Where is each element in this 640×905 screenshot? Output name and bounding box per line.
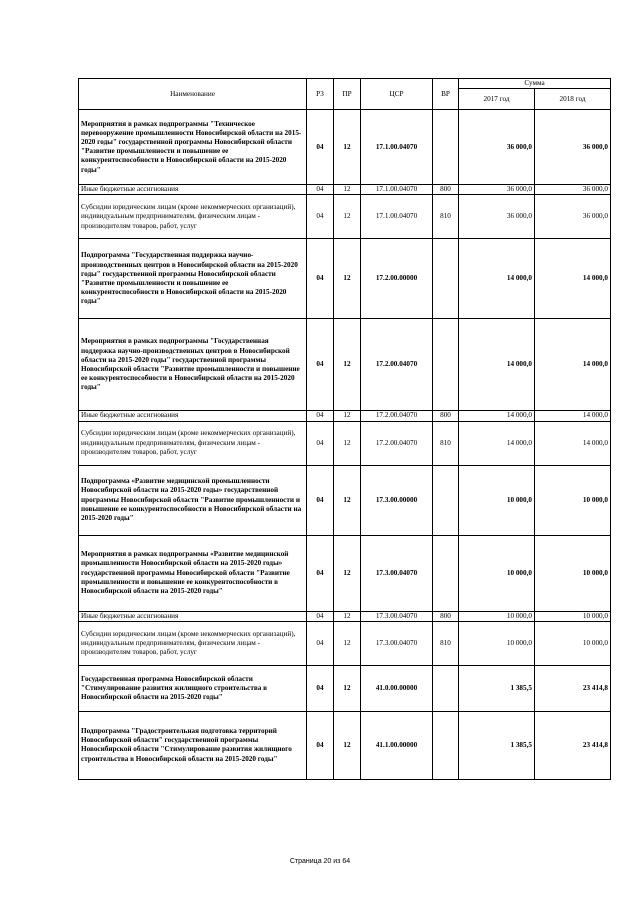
row-pr-cell: 12 (334, 411, 361, 421)
row-csr-cell: 41.1.00.00000 (361, 711, 433, 779)
row-vr-cell: 800 (433, 185, 459, 195)
row-2017-cell: 14 000,0 (459, 421, 535, 465)
row-2018-cell: 36 000,0 (535, 185, 611, 195)
table-row (79, 421, 611, 465)
row-2018-cell: 10 000,0 (535, 621, 611, 665)
row-pr-cell: 12 (334, 621, 361, 665)
row-vr-cell: 800 (433, 411, 459, 421)
row-vr-cell: 800 (433, 611, 459, 621)
row-2018-cell: 23 414,8 (535, 711, 611, 779)
row-2017-cell: 1 385,5 (459, 711, 535, 779)
row-csr-cell: 17.2.00.04070 (361, 411, 433, 421)
row-2018-cell: 14 000,0 (535, 411, 611, 421)
row-name-cell: Подпрограмма «Развитие медицинской промышленности Новосибирской области на 2015-2020 годы» государственной программы Новосибирской области "Развитие промышленности и повышение ее конкурентоспособности в Новосибирской области на 2015-2020 годы" (79, 465, 307, 535)
table-row (79, 465, 611, 535)
row-rz-cell: 04 (307, 465, 334, 535)
row-2018-cell: 36 000,0 (535, 195, 611, 239)
row-csr-cell: 41.0.00.00000 (361, 665, 433, 711)
row-rz-cell: 04 (307, 239, 334, 319)
row-csr-cell: 17.3.00.04070 (361, 535, 433, 611)
row-csr-cell: 17.3.00.04070 (361, 621, 433, 665)
header-vr: ВР (433, 79, 459, 110)
row-rz-cell: 04 (307, 621, 334, 665)
row-2018-cell: 10 000,0 (535, 535, 611, 611)
row-vr-cell: 810 (433, 421, 459, 465)
row-rz-cell: 04 (307, 110, 334, 185)
budget-table (78, 78, 611, 780)
table-row (79, 319, 611, 411)
row-vr-cell (433, 239, 459, 319)
row-vr-cell (433, 665, 459, 711)
header-rz: РЗ (307, 79, 334, 110)
header-2018: 2018 год (535, 89, 611, 110)
row-rz-cell: 04 (307, 611, 334, 621)
table-row (79, 411, 611, 421)
row-2017-cell: 10 000,0 (459, 611, 535, 621)
row-2018-cell: 36 000,0 (535, 110, 611, 185)
row-rz-cell: 04 (307, 665, 334, 711)
header-sum: Сумма (459, 79, 611, 89)
row-csr-cell: 17.1.00.04070 (361, 110, 433, 185)
row-vr-cell (433, 465, 459, 535)
row-2017-cell: 14 000,0 (459, 239, 535, 319)
row-rz-cell: 04 (307, 195, 334, 239)
row-2018-cell: 23 414,8 (535, 665, 611, 711)
page-footer: Страница 20 из 64 (289, 858, 351, 865)
row-2017-cell: 10 000,0 (459, 535, 535, 611)
row-pr-cell: 12 (334, 421, 361, 465)
row-vr-cell (433, 535, 459, 611)
row-vr-cell (433, 319, 459, 411)
row-name-cell: Государственная программа Новосибирской области "Стимулирование развития жилищного строительства в Новосибирской области на 2015-2020 годы" (79, 665, 307, 711)
row-csr-cell: 17.1.00.04070 (361, 195, 433, 239)
row-rz-cell: 04 (307, 711, 334, 779)
table-row (79, 239, 611, 319)
row-name-cell: Иные бюджетные ассигнования (79, 611, 307, 621)
row-2017-cell: 10 000,0 (459, 621, 535, 665)
row-csr-cell: 17.1.00.04070 (361, 185, 433, 195)
row-rz-cell: 04 (307, 185, 334, 195)
header-pr: ПР (334, 79, 361, 110)
row-2017-cell: 10 000,0 (459, 465, 535, 535)
row-2018-cell: 14 000,0 (535, 421, 611, 465)
table-row (79, 195, 611, 239)
row-name-cell: Субсидии юридическим лицам (кроме некоммерческих организаций), индивидуальным предпринимателям, физическим лицам - производителям товаров, работ, услуг (79, 195, 307, 239)
row-pr-cell: 12 (334, 465, 361, 535)
row-name-cell: Субсидии юридическим лицам (кроме некоммерческих организаций), индивидуальным предпринимателям, физическим лицам - производителям товаров, работ, услуг (79, 621, 307, 665)
row-csr-cell: 17.2.00.04070 (361, 421, 433, 465)
row-rz-cell: 04 (307, 421, 334, 465)
header-name: Наименование (79, 79, 307, 110)
row-pr-cell: 12 (334, 319, 361, 411)
row-pr-cell: 12 (334, 711, 361, 779)
row-rz-cell: 04 (307, 319, 334, 411)
row-2018-cell: 10 000,0 (535, 611, 611, 621)
table-row (79, 621, 611, 665)
row-vr-cell (433, 711, 459, 779)
table-row (79, 665, 611, 711)
row-2017-cell: 36 000,0 (459, 110, 535, 185)
row-csr-cell: 17.2.00.00000 (361, 239, 433, 319)
row-name-cell: Подпрограмма "Градостроительная подготовка территорий Новосибирской области" государственной программы Новосибирской области "Стимулирование развития жилищного строительства в Новосибирской области на 2015-2020 годы" (79, 711, 307, 779)
row-2018-cell: 14 000,0 (535, 319, 611, 411)
table-row (79, 711, 611, 779)
row-2017-cell: 14 000,0 (459, 411, 535, 421)
row-2017-cell: 1 385,5 (459, 665, 535, 711)
table-body (79, 110, 611, 780)
row-2018-cell: 10 000,0 (535, 465, 611, 535)
row-pr-cell: 12 (334, 239, 361, 319)
row-csr-cell: 17.3.00.04070 (361, 611, 433, 621)
row-csr-cell: 17.3.00.00000 (361, 465, 433, 535)
table-row (79, 110, 611, 185)
row-pr-cell: 12 (334, 665, 361, 711)
row-pr-cell: 12 (334, 110, 361, 185)
table-row (79, 185, 611, 195)
row-pr-cell: 12 (334, 611, 361, 621)
row-2017-cell: 36 000,0 (459, 195, 535, 239)
row-rz-cell: 04 (307, 411, 334, 421)
row-name-cell: Иные бюджетные ассигнования (79, 411, 307, 421)
row-vr-cell (433, 110, 459, 185)
header-csr: ЦСР (361, 79, 433, 110)
row-name-cell: Мероприятия в рамках подпрограммы «Развитие медицинской промышленности Новосибирской области на 2015-2020 годы» государственной программы Новосибирской области "Развитие промышленности и повышение ее конкурентоспособности в Новосибирской области на 2015-2020 годы" (79, 535, 307, 611)
row-name-cell: Подпрограмма "Государственная поддержка научно-производственных центров в Новосибирской области на 2015-2020 годы" государственной программы Новосибирской области "Развитие промышленности и повышение ее конкурентоспособности в Новосибирской области на 2015-2020 годы" (79, 239, 307, 319)
row-vr-cell: 810 (433, 621, 459, 665)
row-name-cell: Мероприятия в рамках подпрограммы "Государственная поддержка научно-производственных центров в Новосибирской области на 2015-2020 годы" государственной программы Новосибирской области "Развитие промышленности и повышение ее конкурентоспособности в Новосибирской области на 2015-2020 годы" (79, 319, 307, 411)
table-row (79, 535, 611, 611)
row-pr-cell: 12 (334, 195, 361, 239)
row-name-cell: Мероприятия в рамках подпрограммы "Техническое перевооружение промышленности Новосибирской области на 2015-2020 годы" государственной программы Новосибирской области "Развитие промышленности и повышение ее конкурентоспособности в Новосибирской области на 2015-2020 годы" (79, 110, 307, 185)
row-pr-cell: 12 (334, 185, 361, 195)
row-pr-cell: 12 (334, 535, 361, 611)
row-name-cell: Субсидии юридическим лицам (кроме некоммерческих организаций), индивидуальным предпринимателям, физическим лицам - производителям товаров, работ, услуг (79, 421, 307, 465)
row-2017-cell: 36 000,0 (459, 185, 535, 195)
header-2017: 2017 год (459, 89, 535, 110)
row-vr-cell: 810 (433, 195, 459, 239)
table-row (79, 611, 611, 621)
row-name-cell: Иные бюджетные ассигнования (79, 185, 307, 195)
row-2017-cell: 14 000,0 (459, 319, 535, 411)
row-rz-cell: 04 (307, 535, 334, 611)
row-2018-cell: 14 000,0 (535, 239, 611, 319)
row-csr-cell: 17.2.00.04070 (361, 319, 433, 411)
